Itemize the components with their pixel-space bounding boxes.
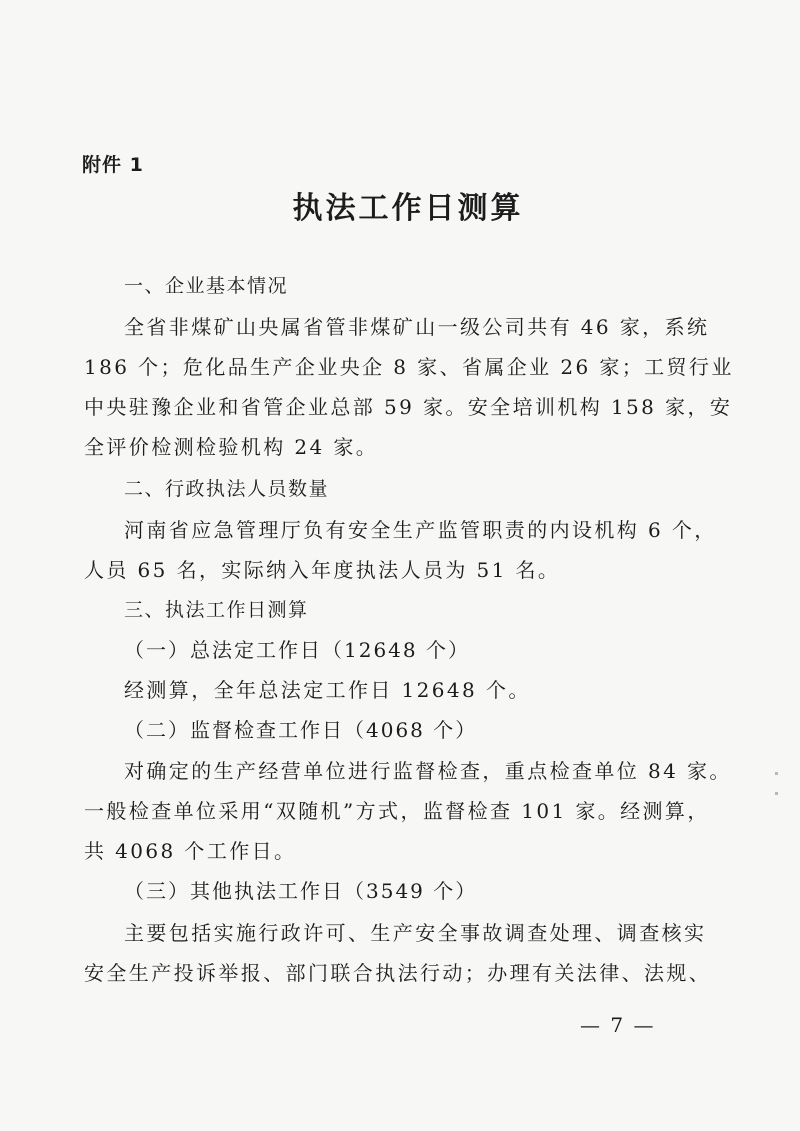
paragraph-line: 一般检查单位采用“双随机”方式，监督检查 101 家。经测算， [84,799,710,823]
paragraph-line: 安全生产投诉举报、部门联合执法行动；办理有关法律、法规、 [84,961,712,985]
paragraph-line: 对确定的生产经营单位进行监督检查，重点检查单位 84 家。 [124,759,732,783]
subsection-3-heading: （三）其他执法工作日（3549 个） [124,879,478,903]
subsection-1-heading: （一）总法定工作日（12648 个） [124,638,470,662]
paragraph-line: 全评价检测检验机构 24 家。 [84,435,379,459]
paragraph-line: 人员 65 名，实际纳入年度执法人员为 51 名。 [84,558,561,582]
section-1-heading: 一、企业基本情况 [124,275,289,297]
subsection-2-heading: （二）监督检查工作日（4068 个） [124,718,478,742]
paragraph-line: 经测算，全年总法定工作日 12648 个。 [124,678,531,702]
paragraph-line: 主要包括实施行政许可、生产安全事故调查处理、调查核实 [124,921,707,945]
paragraph-line: 共 4068 个工作日。 [84,839,297,863]
section-3-heading: 三、执法工作日测算 [124,599,309,621]
document-title: 执法工作日测算 [292,191,524,226]
scan-speck [775,772,778,775]
paragraph-line: 186 个；危化品生产企业央企 8 家、省属企业 26 家；工贸行业 [84,355,734,379]
scan-speck [775,792,778,795]
paragraph-line: 中央驻豫企业和省管企业总部 59 家。安全培训机构 158 家，安 [84,395,733,419]
attachment-label: 附件 1 [82,154,144,176]
paragraph-line: 全省非煤矿山央属省管非煤矿山一级公司共有 46 家，系统 [124,315,710,339]
page-number: — 7 — [580,1013,656,1037]
section-2-heading: 二、行政执法人员数量 [124,478,330,500]
paragraph-line: 河南省应急管理厅负有安全生产监管职责的内设机构 6 个， [124,518,717,542]
